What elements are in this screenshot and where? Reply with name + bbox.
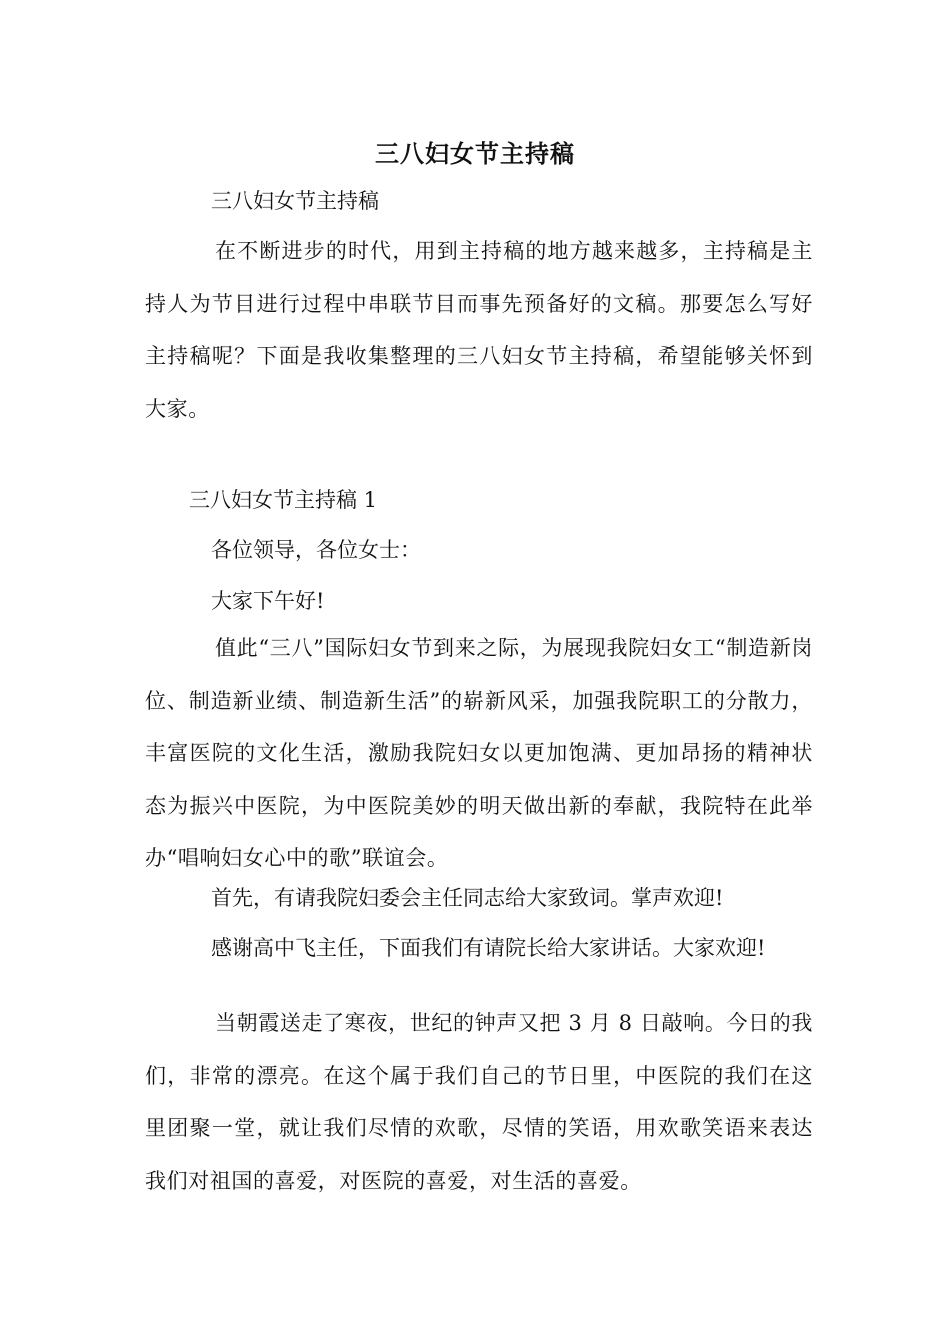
document-subtitle: 三八妇女节主持稿 — [211, 189, 379, 213]
body-paragraph-1: 值此“三八”国际妇女节到来之际，为展现我院妇女工“制造新岗位、制造新业绩、制造新生活”的崭新风采，加强我院职工的分散力，丰富医院的文化生活，激励我院妇女以更加饱满、更加昂扬的精神状态为振兴中医院，为中医院美妙的明天做出新的奉献，我院特在此举办“唱响妇女心中的歌”联谊会。 — [145, 636, 813, 870]
intro-paragraph: 在不断进步的时代，用到主持稿的地方越来越多，主持稿是主持人为节目进行过程中串联节目而事先预备好的文稿。那要怎么写好主持稿呢？下面是我收集整理的三八妇女节主持稿，希望能够关怀到大家。 — [145, 239, 813, 421]
greeting-line: 各位领导，各位女士： — [211, 538, 421, 562]
salutation-line: 大家下午好! — [211, 589, 325, 613]
thanks-line: 感谢高中飞主任，下面我们有请院长给大家讲话。大家欢迎! — [211, 936, 766, 960]
opening-remarks-line: 首先，有请我院妇委会主任同志给大家致词。掌声欢迎! — [211, 886, 724, 910]
section-heading: 三八妇女节主持稿 1 — [189, 488, 378, 512]
document-title: 三八妇女节主持稿 — [375, 139, 575, 168]
body-paragraph-2: 当朝霞送走了寒夜，世纪的钟声又把 3 月 8 日敲响。今日的我们，非常的漂亮。在这个属于我们自己的节日里，中医院的我们在这里团聚一堂，就让我们尽情的欢歌，尽情的笑语，用欢歌笑语来表达我们对祖国的喜爱，对医院的喜爱，对生活的喜爱。 — [145, 1011, 813, 1193]
